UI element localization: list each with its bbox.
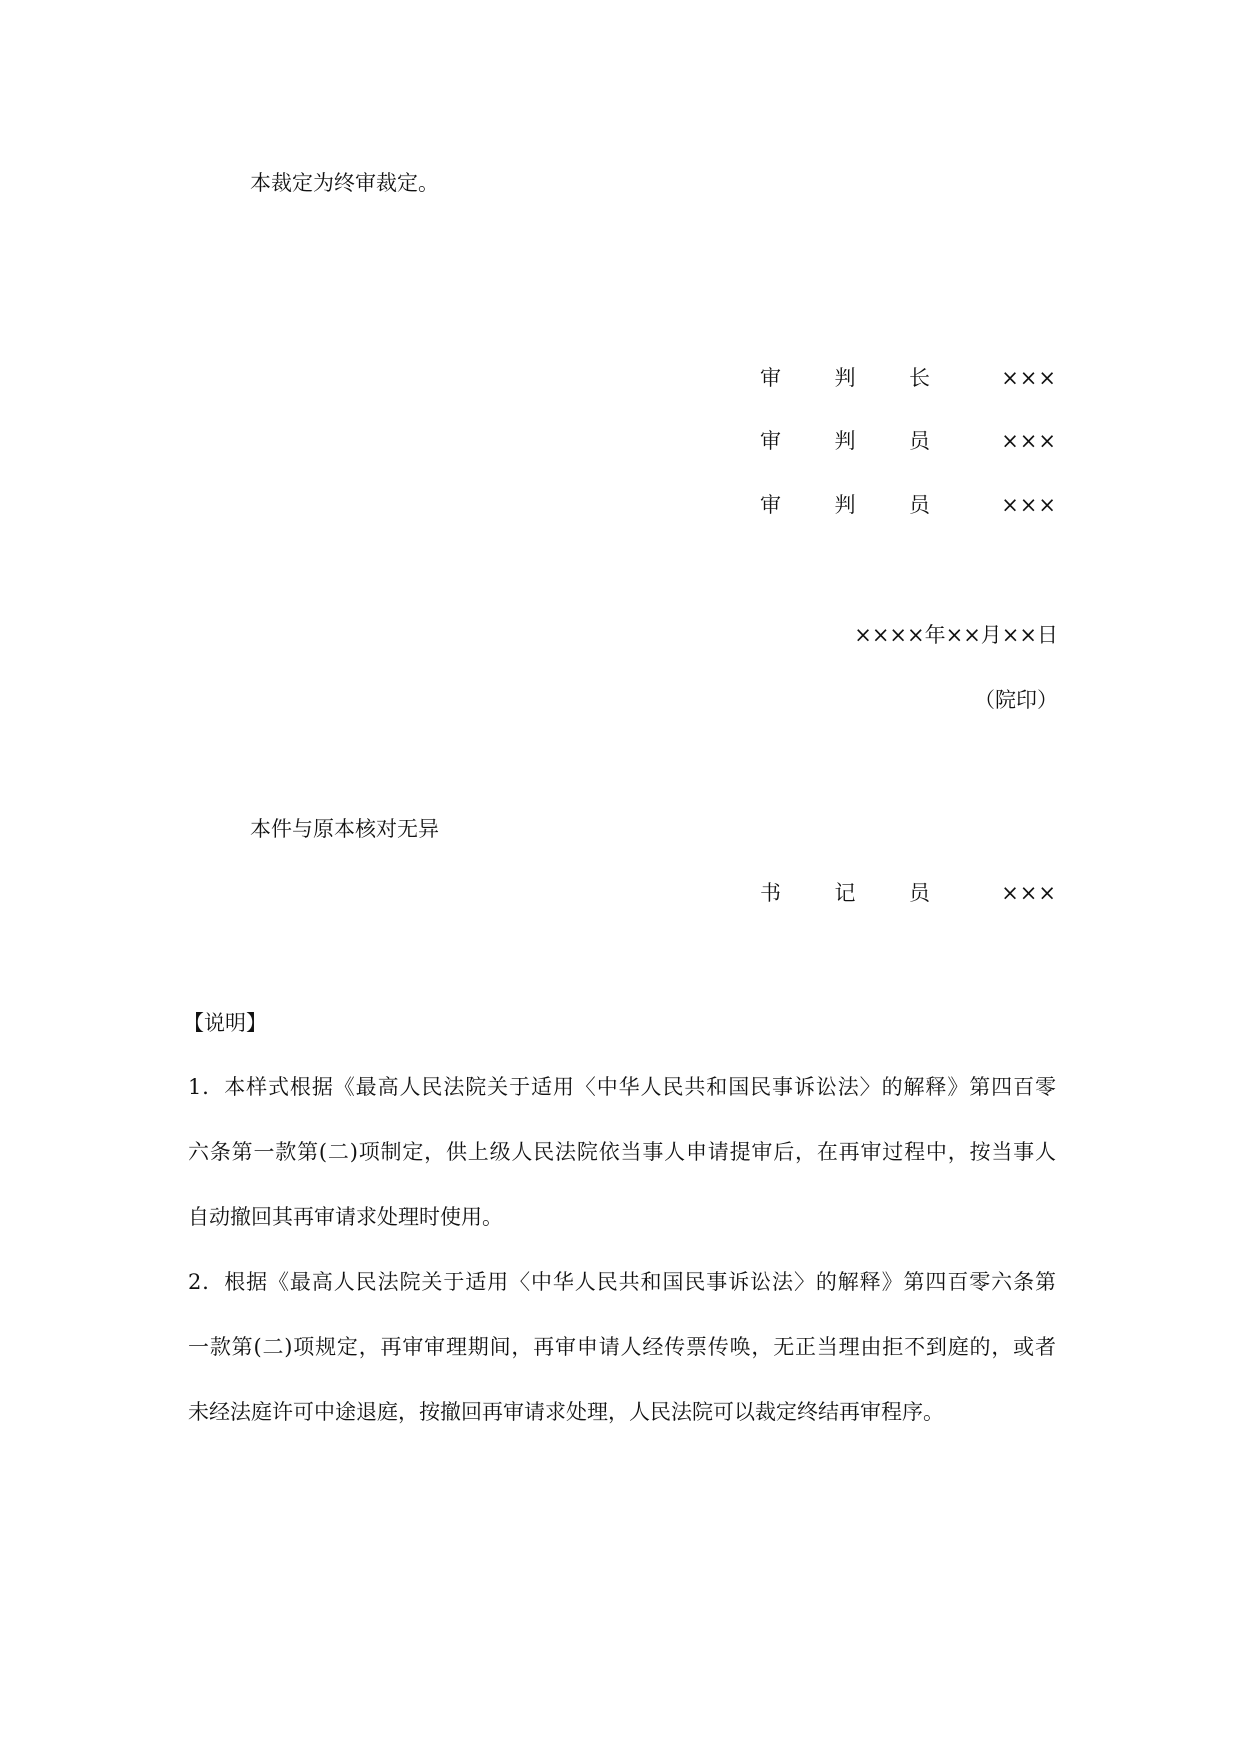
signature-role bbox=[760, 426, 930, 456]
signature-role bbox=[760, 363, 930, 393]
signature-name: ××× bbox=[1001, 493, 1057, 517]
signature-role bbox=[760, 490, 930, 520]
note-2-line-1: 2．根据《最高人民法院关于适用〈中华人民共和国民事诉讼法〉的解释》第四百零六条第 bbox=[188, 1270, 1056, 1294]
court-seal: （院印） bbox=[974, 688, 1058, 712]
role-char: 员 bbox=[909, 493, 930, 517]
note-2-line-2: 一款第(二)项规定，再审审理期间，再审申请人经传票传唤，无正当理由拒不到庭的，或者 bbox=[188, 1335, 1056, 1359]
final-ruling-statement: 本裁定为终审裁定。 bbox=[250, 171, 439, 195]
role-char: 员 bbox=[909, 881, 930, 905]
signature-row-clerk bbox=[760, 878, 1060, 908]
note-1-line-1: 1．本样式根据《最高人民法院关于适用〈中华人民共和国民事诉讼法〉的解释》第四百零 bbox=[188, 1075, 1056, 1099]
note-1-line-3: 自动撤回其再审请求处理时使用。 bbox=[188, 1205, 503, 1229]
role-char: 审 bbox=[760, 493, 781, 517]
role-char: 记 bbox=[834, 881, 856, 905]
signature-name: ××× bbox=[1001, 366, 1057, 390]
note-2-line-3: 未经法庭许可中途退庭，按撤回再审请求处理，人民法院可以裁定终结再审程序。 bbox=[188, 1400, 944, 1424]
role-char: 审 bbox=[760, 429, 781, 453]
signature-row-presiding-judge bbox=[760, 363, 1060, 393]
ruling-date: ××××年××月××日 bbox=[854, 623, 1058, 647]
role-char: 书 bbox=[760, 881, 781, 905]
role-char: 审 bbox=[760, 366, 781, 390]
signature-row-judge-1 bbox=[760, 426, 1060, 456]
signature-role bbox=[760, 878, 930, 908]
role-char: 判 bbox=[834, 429, 856, 453]
role-char: 长 bbox=[909, 366, 930, 390]
signature-row-judge-2 bbox=[760, 490, 1060, 520]
role-char: 判 bbox=[834, 493, 856, 517]
notes-heading: 【说明】 bbox=[183, 1011, 267, 1035]
note-1-line-2: 六条第一款第(二)项制定，供上级人民法院依当事人申请提审后，在再审过程中，按当事人 bbox=[188, 1140, 1056, 1164]
role-char: 员 bbox=[909, 429, 930, 453]
signature-name: ××× bbox=[1001, 429, 1057, 453]
signature-name: ××× bbox=[1001, 881, 1057, 905]
verification-statement: 本件与原本核对无异 bbox=[250, 817, 439, 841]
role-char: 判 bbox=[834, 366, 856, 390]
